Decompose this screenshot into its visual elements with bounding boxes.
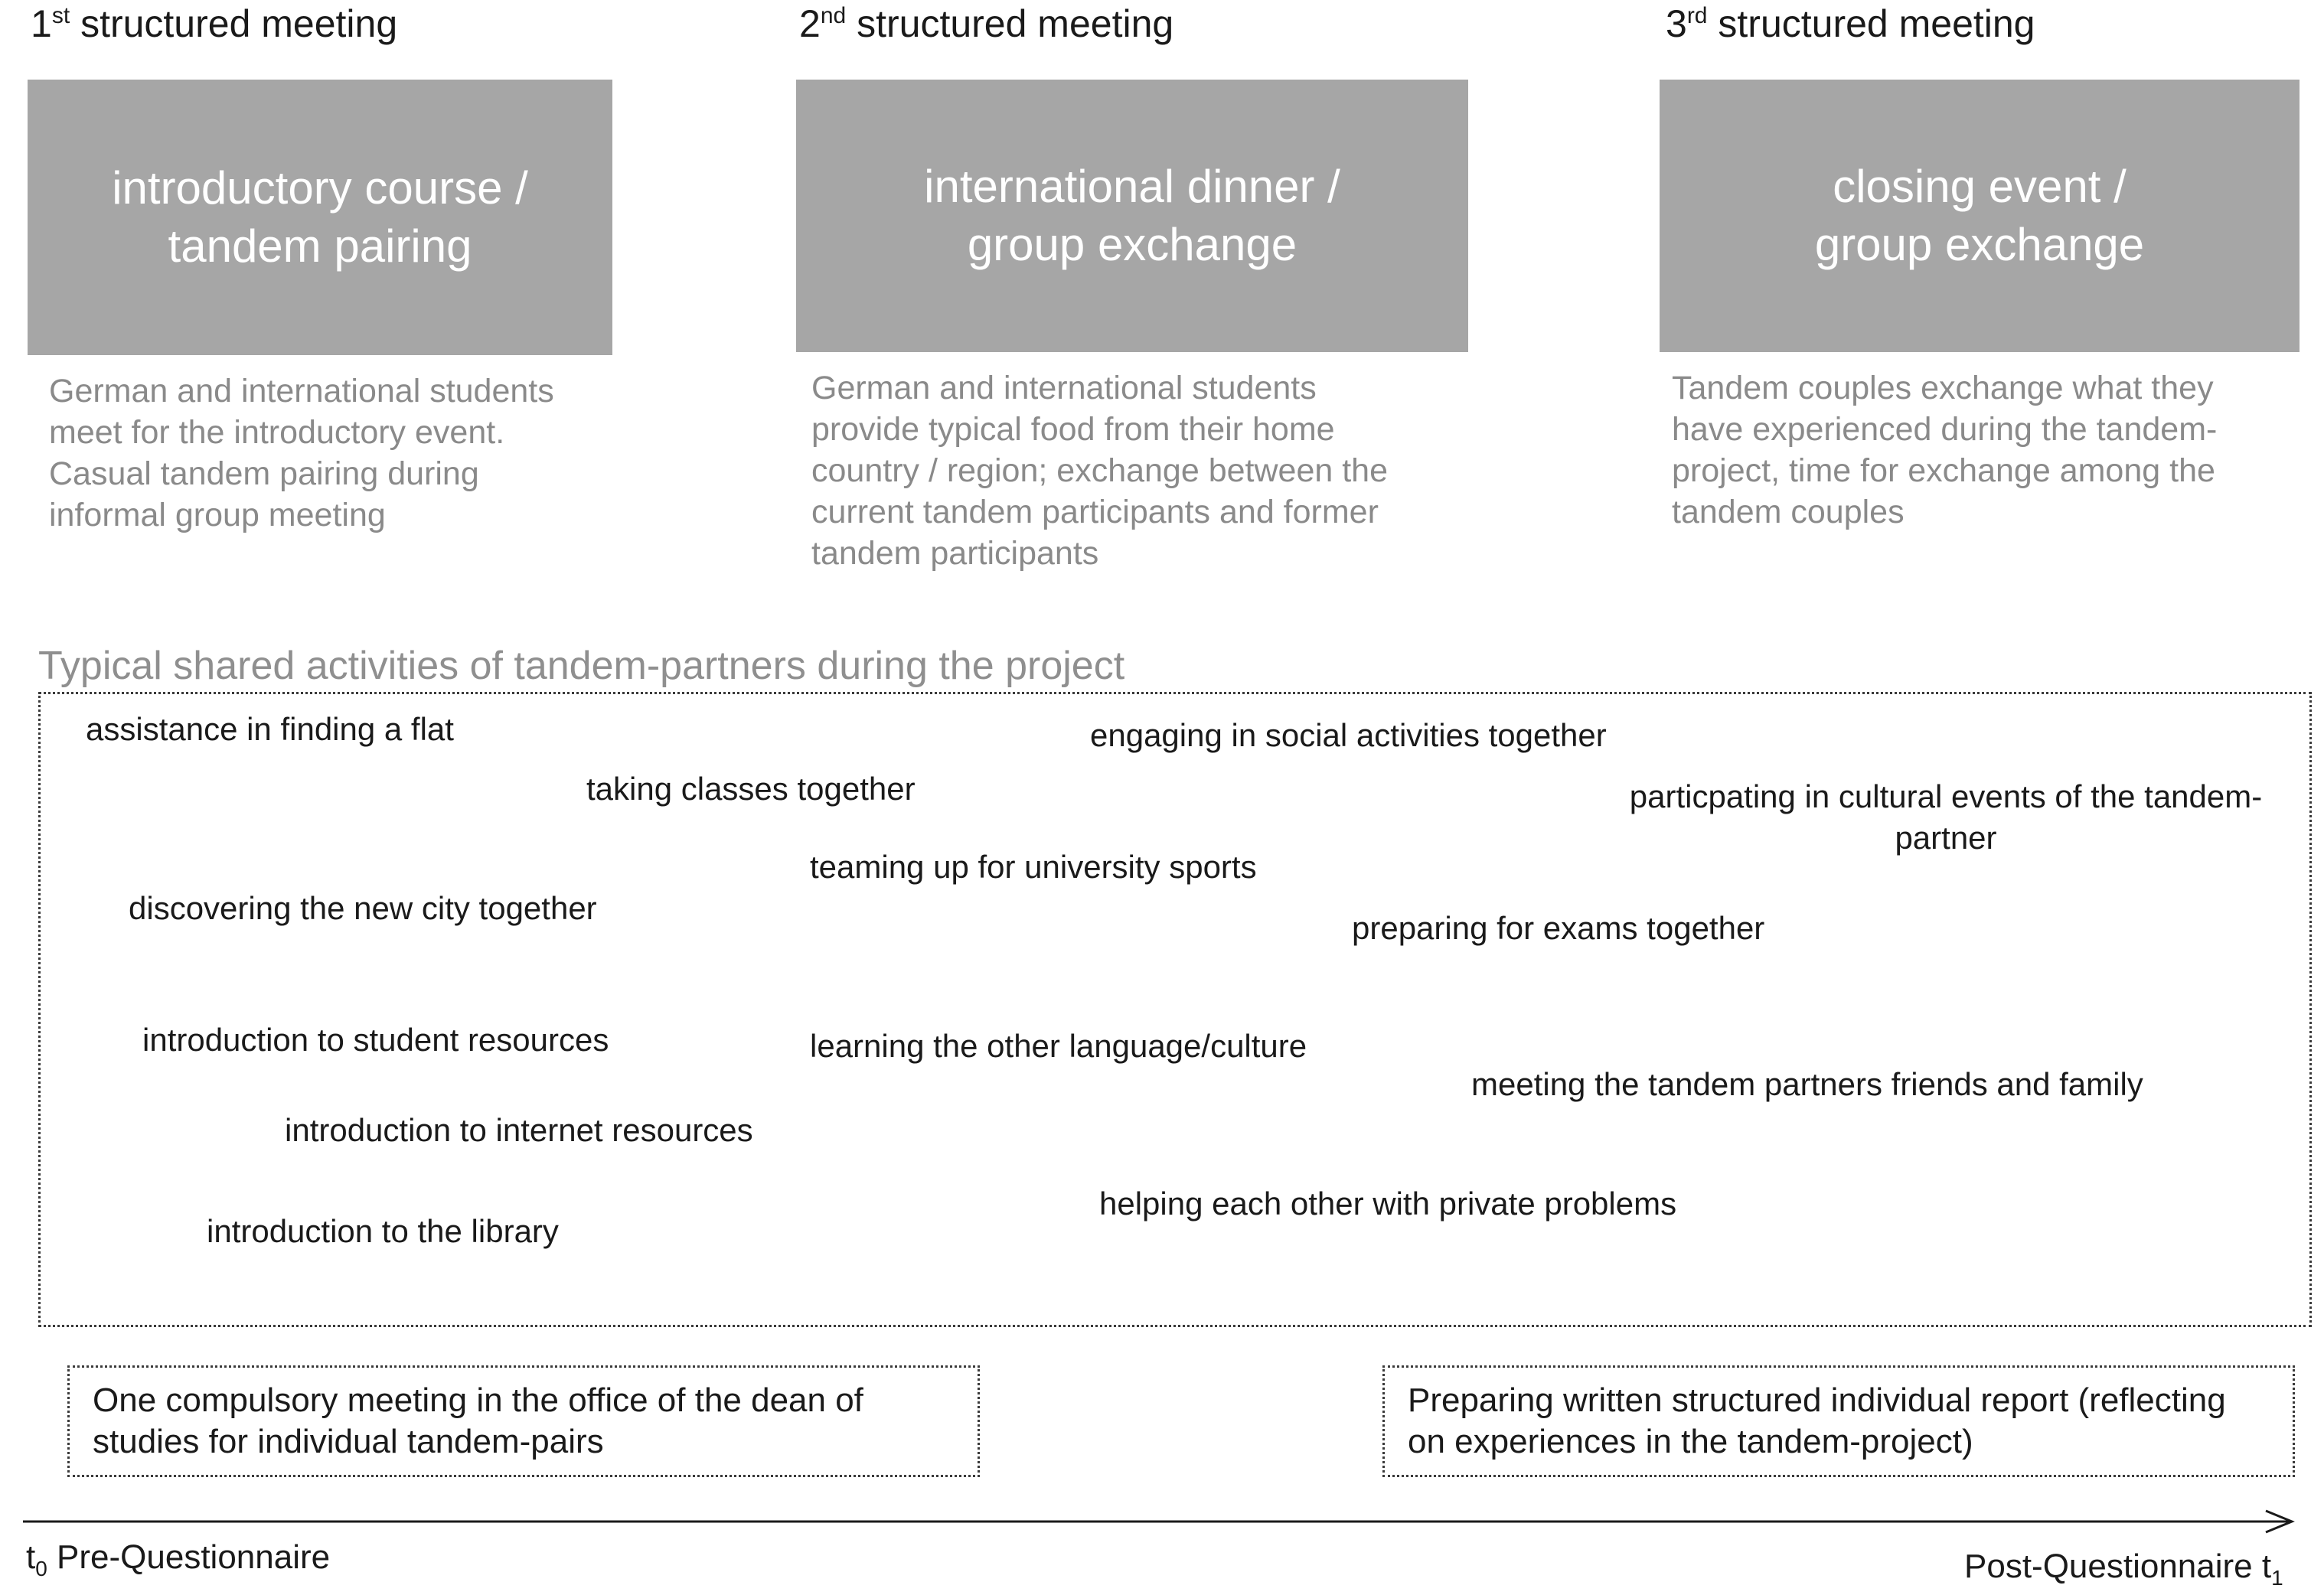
post-questionnaire-subscript: 1 <box>2271 1566 2283 1590</box>
activity-social-activities: engaging in social activities together <box>1090 717 1607 753</box>
activity-preparing-exams: preparing for exams together <box>1352 910 1765 946</box>
meeting-1-description-line-1: German and international students <box>49 373 554 409</box>
meeting-3-box-line-1: closing event / <box>1833 161 2127 212</box>
activity-friends-family: meeting the tandem partners friends and family <box>1471 1066 2143 1102</box>
activity-discovering-city: discovering the new city together <box>129 890 597 926</box>
activity-university-sports: teaming up for university sports <box>810 849 1257 885</box>
meeting-3-description-line-3: project, time for exchange among the <box>1672 452 2215 489</box>
pre-questionnaire-text: Pre-Questionnaire <box>47 1538 331 1576</box>
meeting-2-box <box>796 80 1468 352</box>
compulsory-meeting-note-line-1: One compulsory meeting in the office of the dean of <box>93 1381 863 1419</box>
meeting-1-description-line-3: Casual tandem pairing during <box>49 455 479 492</box>
activity-cultural-events <box>1608 776 2284 859</box>
meeting-3-box-line-2: group exchange <box>1814 219 2145 270</box>
meeting-1-box-line-2: tandem pairing <box>168 220 472 272</box>
written-report-note <box>1382 1365 2295 1477</box>
meeting-2-description-line-3: country / region; exchange between the <box>811 452 1389 489</box>
meeting-1-heading <box>31 2 397 46</box>
meeting-3-box <box>1660 80 2300 352</box>
written-report-note-line-1: Preparing written structured individual report (reflecting <box>1408 1381 2226 1419</box>
meeting-3-heading <box>1666 2 2035 46</box>
activity-internet-resources: introduction to internet resources <box>285 1112 753 1148</box>
post-questionnaire-text: Post-Questionnaire t <box>1964 1548 2272 1585</box>
pre-questionnaire-t: t <box>26 1538 36 1576</box>
meeting-2-ordinal: 2 <box>799 2 821 45</box>
meeting-2-description <box>811 367 1388 574</box>
meeting-2-heading-text: structured meeting <box>857 2 1174 45</box>
meeting-3-ordinal-suffix: rd <box>1686 3 1708 28</box>
meeting-1-description-line-4: informal group meeting <box>49 497 386 533</box>
activity-cultural-events-line-2: partner <box>1895 820 1997 856</box>
meeting-3-description-line-4: tandem couples <box>1672 494 1905 530</box>
meeting-3-heading-text: structured meeting <box>1718 2 2035 45</box>
pre-questionnaire-subscript: 0 <box>35 1557 47 1580</box>
meeting-2-box-line-2: group exchange <box>967 219 1297 270</box>
meeting-1-description <box>49 370 554 536</box>
activity-finding-flat: assistance in finding a flat <box>86 711 454 747</box>
meeting-2-description-line-4: current tandem participants and former <box>811 494 1379 530</box>
meeting-2-ordinal-suffix: nd <box>820 3 847 28</box>
activity-taking-classes: taking classes together <box>586 771 916 807</box>
meeting-3-description <box>1672 367 2217 533</box>
meeting-1-heading-text: structured meeting <box>80 2 398 45</box>
timeline-arrow <box>0 1500 2324 1546</box>
meeting-2-description-line-5: tandem participants <box>811 535 1099 572</box>
activity-cultural-events-line-1: particpating in cultural events of the tandem- <box>1629 778 2263 814</box>
meeting-1-description-line-2: meet for the introductory event. <box>49 414 505 451</box>
written-report-note-line-2: on experiences in the tandem-project) <box>1408 1423 1973 1460</box>
pre-questionnaire-label <box>26 1538 331 1580</box>
compulsory-meeting-note <box>67 1365 980 1477</box>
meeting-1-box-line-1: introductory course / <box>112 162 528 214</box>
meeting-3-description-line-1: Tandem couples exchange what they <box>1672 370 2214 406</box>
meeting-2-box-line-1: international dinner / <box>924 161 1340 212</box>
meeting-2-heading <box>799 2 1173 46</box>
meeting-1-ordinal: 1 <box>31 2 52 45</box>
post-questionnaire-label <box>1964 1548 2283 1590</box>
activity-student-resources: introduction to student resources <box>142 1022 609 1058</box>
meeting-2-description-line-1: German and international students <box>811 370 1317 406</box>
activity-private-problems: helping each other with private problems <box>1099 1186 1677 1222</box>
meeting-1-ordinal-suffix: st <box>51 3 70 28</box>
activity-library: introduction to the library <box>207 1213 559 1249</box>
activity-language-culture: learning the other language/culture <box>810 1028 1307 1064</box>
meeting-2-description-line-2: provide typical food from their home <box>811 411 1335 448</box>
meeting-3-description-line-2: have experienced during the tandem- <box>1672 411 2218 448</box>
compulsory-meeting-note-line-2: studies for individual tandem-pairs <box>93 1423 604 1460</box>
meeting-3-ordinal: 3 <box>1666 2 1687 45</box>
activities-title: Typical shared activities of tandem-partners during the project <box>38 644 1125 688</box>
meeting-1-box <box>28 80 612 355</box>
